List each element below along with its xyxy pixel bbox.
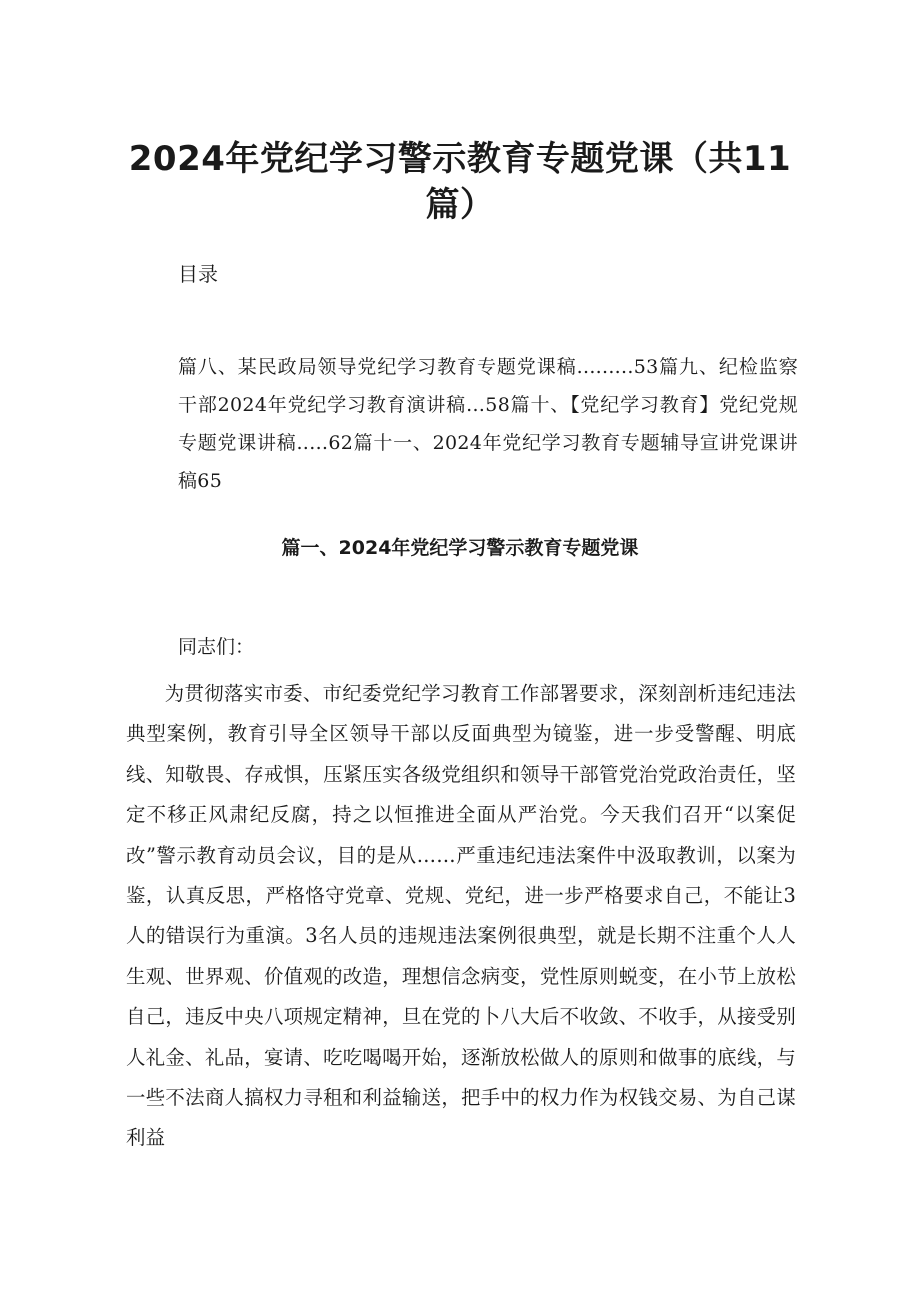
toc-heading: 目录 xyxy=(178,262,218,286)
salutation: 同志们： xyxy=(178,636,255,658)
toc-entries: 篇八、某民政局领导党纪学习教育专题党课稿.........53篇九、纪检监察干部2024年党纪学习教育演讲稿…58篇十、【党纪学习教育】党纪党规专题党课讲稿..…62篇十一、2024年党纪学习教育专题辅导宣讲党课讲稿65 xyxy=(178,356,798,492)
document-title: 2024年党纪学习警示教育专题党课（共11篇） xyxy=(128,139,792,225)
section-heading: 篇一、2024年党纪学习警示教育专题党课 xyxy=(281,537,639,559)
body-paragraph: 为贯彻落实市委、市纪委党纪学习教育工作部署要求，深刻剖析违纪违法典型案例，教育引导全区领导干部以反面典型为镜鉴，进一步受警醒、明底线、知敬畏、存戒惧，压紧压实各级党组织和领导干部管党治党政治责任，坚定不移正风肃纪反腐，持之以恒推进全面从严治党。今天我们召开“以案促改”警示教育动员会议，目的是从……严重违纪违法案件中汲取教训，以案为鉴，认真反思，严格恪守党章、党规、党纪，进一步严格要求自己，不能让3人的错误行为重演。3名人员的违规违法案例很典型，就是长期不注重个人人生观、世界观、价值观的改造，理想信念病变，党性原则蜕变，在小节上放松自己，违反中央八项规定精神，旦在党的卜八大后不收敛、不收手，从接受别人礼金、礼品，宴请、吃吃喝喝开始，逐渐放松做人的原则和做事的底线，与一些不法商人搞权力寻租和利益输送，把手中的权力作为权钱交易、为自己谋利益 xyxy=(126,682,796,1150)
